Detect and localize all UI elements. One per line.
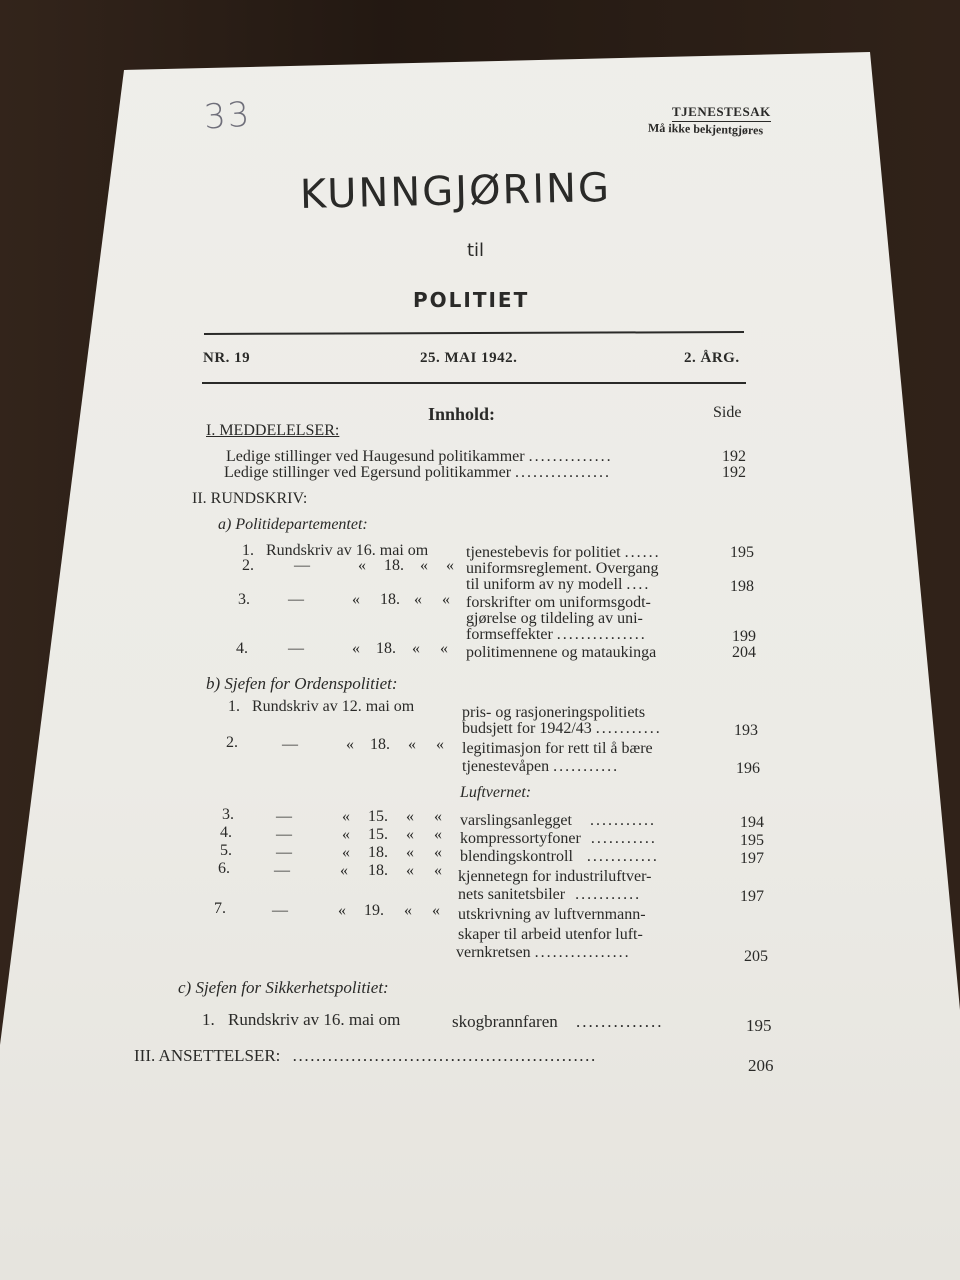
leader-dots: ............... bbox=[556, 626, 647, 643]
ditto-mark: « bbox=[338, 902, 346, 919]
circular-source: Rundskriv av 12. mai om bbox=[252, 698, 415, 715]
circular-source: Rundskriv av 16. mai om bbox=[228, 1010, 401, 1029]
leader-dots: .................................................... bbox=[292, 1046, 597, 1065]
ditto-mark: « bbox=[404, 902, 412, 919]
toc-entry-text: legitimasjon for rett til å bære bbox=[462, 740, 653, 757]
ditto-dash: — bbox=[274, 862, 290, 879]
toc-entry bbox=[224, 464, 611, 482]
title-connector: til bbox=[467, 240, 485, 261]
ditto-mark: « bbox=[436, 736, 444, 753]
ditto-mark: « bbox=[342, 826, 350, 843]
circular-day: 19. bbox=[364, 902, 384, 919]
page-number: 196 bbox=[736, 760, 760, 777]
ditto-mark: « bbox=[414, 591, 422, 608]
toc-entry-text: Ledige stillinger ved Egersund politikammer bbox=[224, 464, 512, 481]
leader-dots: ........... bbox=[590, 830, 657, 847]
toc-entry-text: uniformsreglement. Overgang bbox=[466, 560, 659, 577]
leader-dots: ........... bbox=[575, 886, 642, 903]
leader-dots: ................ bbox=[515, 464, 612, 481]
toc-entry-text: utskrivning av luftvernmann- bbox=[458, 906, 646, 923]
toc-entry-text: politimennene og mataukinga bbox=[466, 644, 657, 661]
entry-number: 3. bbox=[238, 591, 250, 608]
toc-entry-text: kompressortyfoner bbox=[460, 830, 581, 847]
ditto-mark: « bbox=[406, 862, 414, 879]
toc-entry-text: kjennetegn for industriluftver- bbox=[458, 868, 652, 885]
ditto-mark: « bbox=[342, 844, 350, 861]
leader-dots: ................ bbox=[534, 944, 631, 961]
ditto-mark: « bbox=[340, 862, 348, 879]
leader-dots: .... bbox=[626, 576, 651, 593]
circular-day: 18. bbox=[380, 591, 400, 608]
leader-dots: ........... bbox=[589, 812, 656, 829]
issue-number: NR. 19 bbox=[203, 350, 251, 366]
toc-entry-text: varslingsanlegget bbox=[460, 812, 572, 829]
toc-entry-text: skogbrannfaren bbox=[452, 1012, 558, 1031]
entry-number: 1. bbox=[228, 698, 240, 715]
stamp-subtitle: Må ikke bekjentgjøres bbox=[647, 120, 764, 138]
ditto-mark: « bbox=[434, 808, 442, 825]
leader-dots: ........... bbox=[553, 758, 620, 775]
toc-entry bbox=[462, 720, 662, 738]
toc-entry bbox=[458, 886, 641, 904]
page-number: 205 bbox=[744, 948, 768, 965]
toc-entry bbox=[134, 1046, 597, 1066]
ditto-mark: « bbox=[412, 640, 420, 657]
toc-entry bbox=[466, 576, 650, 594]
ditto-mark: « bbox=[352, 591, 360, 608]
page-number: 192 bbox=[722, 464, 746, 481]
circular-day: 18. bbox=[384, 557, 404, 574]
toc-entry bbox=[462, 758, 619, 776]
page-number: 197 bbox=[740, 888, 764, 905]
toc-entry-text: vernkretsen bbox=[456, 944, 531, 961]
ditto-mark: « bbox=[346, 736, 354, 753]
toc-entry bbox=[460, 848, 659, 866]
document-recipient: POLITIET bbox=[413, 288, 530, 312]
ditto-mark: « bbox=[432, 902, 440, 919]
toc-entry-text: tjenestebevis for politiet bbox=[466, 544, 621, 561]
leader-dots: .............. bbox=[576, 1012, 664, 1031]
page-number: 198 bbox=[730, 578, 754, 595]
ditto-mark: « bbox=[406, 826, 414, 843]
toc-entry-text: til uniform av ny modell bbox=[466, 576, 623, 593]
circular-day: 18. bbox=[368, 862, 388, 879]
page-number: 195 bbox=[746, 1016, 772, 1035]
leader-dots: ........... bbox=[595, 720, 662, 737]
page-number: 193 bbox=[734, 722, 758, 739]
issue-date: 25. MAI 1942. bbox=[420, 350, 518, 366]
toc-entry-text: pris- og rasjoneringspolitiets bbox=[462, 704, 646, 721]
ditto-mark: « bbox=[352, 640, 360, 657]
entry-number: 7. bbox=[214, 900, 226, 917]
entry-number: 4. bbox=[220, 824, 232, 841]
toc-entry-text: tjenestevåpen bbox=[462, 758, 550, 775]
ditto-mark: « bbox=[440, 640, 448, 657]
ditto-mark: « bbox=[442, 591, 450, 608]
circular-source: Rundskriv av 16. mai om bbox=[266, 542, 429, 559]
entry-number: 2. bbox=[226, 734, 238, 751]
page-number: 204 bbox=[732, 644, 756, 661]
entry-number: 5. bbox=[220, 842, 232, 859]
ditto-mark: « bbox=[434, 844, 442, 861]
section-rundskriv: II. RUNDSKRIV: bbox=[192, 490, 308, 507]
entry-number: 6. bbox=[218, 860, 230, 877]
toc-entry-text: skaper til arbeid utenfor luft- bbox=[458, 926, 643, 943]
toc-entry bbox=[460, 830, 657, 848]
ditto-mark: « bbox=[406, 844, 414, 861]
page-number: 199 bbox=[732, 628, 756, 645]
toc-entry-text: blendingskontroll bbox=[460, 848, 573, 865]
ditto-mark: « bbox=[406, 808, 414, 825]
ditto-mark: « bbox=[408, 736, 416, 753]
subsection-sikkerhetspolitiet: c) Sjefen for Sikkerhetspolitiet: bbox=[178, 978, 389, 997]
issue-year: 2. ÅRG. bbox=[684, 350, 740, 366]
page-number: 206 bbox=[748, 1056, 774, 1075]
circular-day: 15. bbox=[368, 826, 388, 843]
page-number: 195 bbox=[730, 544, 754, 561]
toc-entry-text: formseffekter bbox=[466, 626, 553, 643]
page-number: 195 bbox=[740, 832, 764, 849]
ditto-dash: — bbox=[288, 640, 304, 657]
circular-day: 18. bbox=[368, 844, 388, 861]
circular-day: 15. bbox=[368, 808, 388, 825]
subsection-ordenspolitiet: b) Sjefen for Ordenspolitiet: bbox=[206, 674, 398, 693]
toc-entry-text: forskrifter om uniformsgodt- bbox=[466, 594, 651, 611]
ditto-mark: « bbox=[342, 808, 350, 825]
ditto-dash: — bbox=[276, 844, 292, 861]
toc-entry bbox=[460, 812, 656, 830]
toc-entry-text: nets sanitetsbiler bbox=[458, 886, 566, 903]
circular-day: 18. bbox=[376, 640, 396, 657]
luftvernet-heading: Luftvernet: bbox=[460, 784, 532, 801]
ditto-dash: — bbox=[282, 736, 298, 753]
entry-number: 1. bbox=[202, 1010, 215, 1029]
ditto-mark: « bbox=[358, 557, 366, 574]
leader-dots: .............. bbox=[528, 448, 613, 465]
page-column-label: Side bbox=[713, 404, 742, 421]
ditto-mark: « bbox=[446, 557, 454, 574]
ditto-mark: « bbox=[434, 826, 442, 843]
toc-entry bbox=[452, 1012, 664, 1032]
ditto-mark: « bbox=[420, 557, 428, 574]
circular-day: 18. bbox=[370, 736, 390, 753]
subsection-politidepartementet: a) Politidepartementet: bbox=[218, 516, 368, 533]
ditto-dash: — bbox=[276, 808, 292, 825]
document-title: KUNNGJØRING bbox=[299, 164, 612, 218]
ditto-dash: — bbox=[288, 591, 304, 608]
page-number: 197 bbox=[740, 850, 764, 867]
entry-number: 3. bbox=[222, 806, 234, 823]
toc-entry bbox=[456, 944, 631, 962]
toc-entry-text: Ledige stillinger ved Haugesund politikammer bbox=[226, 448, 525, 465]
page-number: 192 bbox=[722, 448, 746, 465]
contents-heading: Innhold: bbox=[428, 404, 496, 424]
ditto-dash: — bbox=[276, 826, 292, 843]
entry-number: 2. bbox=[242, 557, 254, 574]
ditto-mark: « bbox=[434, 862, 442, 879]
leader-dots: ...... bbox=[624, 544, 661, 561]
section-ansettelser: III. ANSETTELSER: bbox=[134, 1046, 281, 1065]
handwritten-number: 33 bbox=[202, 94, 253, 138]
entry-number: 4. bbox=[236, 640, 248, 657]
toc-entry bbox=[466, 626, 647, 644]
ditto-dash: — bbox=[294, 557, 310, 574]
toc-entry-text: gjørelse og tildeling av uni- bbox=[466, 610, 643, 627]
page-number: 194 bbox=[740, 814, 764, 831]
toc-entry-text: budsjett for 1942/43 bbox=[462, 720, 592, 737]
bottom-rule bbox=[202, 382, 746, 384]
entry-number: 1. bbox=[242, 542, 254, 559]
ditto-dash: — bbox=[272, 902, 288, 919]
leader-dots: ............ bbox=[586, 848, 659, 865]
section-meddelelser: I. MEDDELELSER: bbox=[206, 422, 340, 439]
stamp-title: TJENESTESAK bbox=[672, 104, 771, 122]
